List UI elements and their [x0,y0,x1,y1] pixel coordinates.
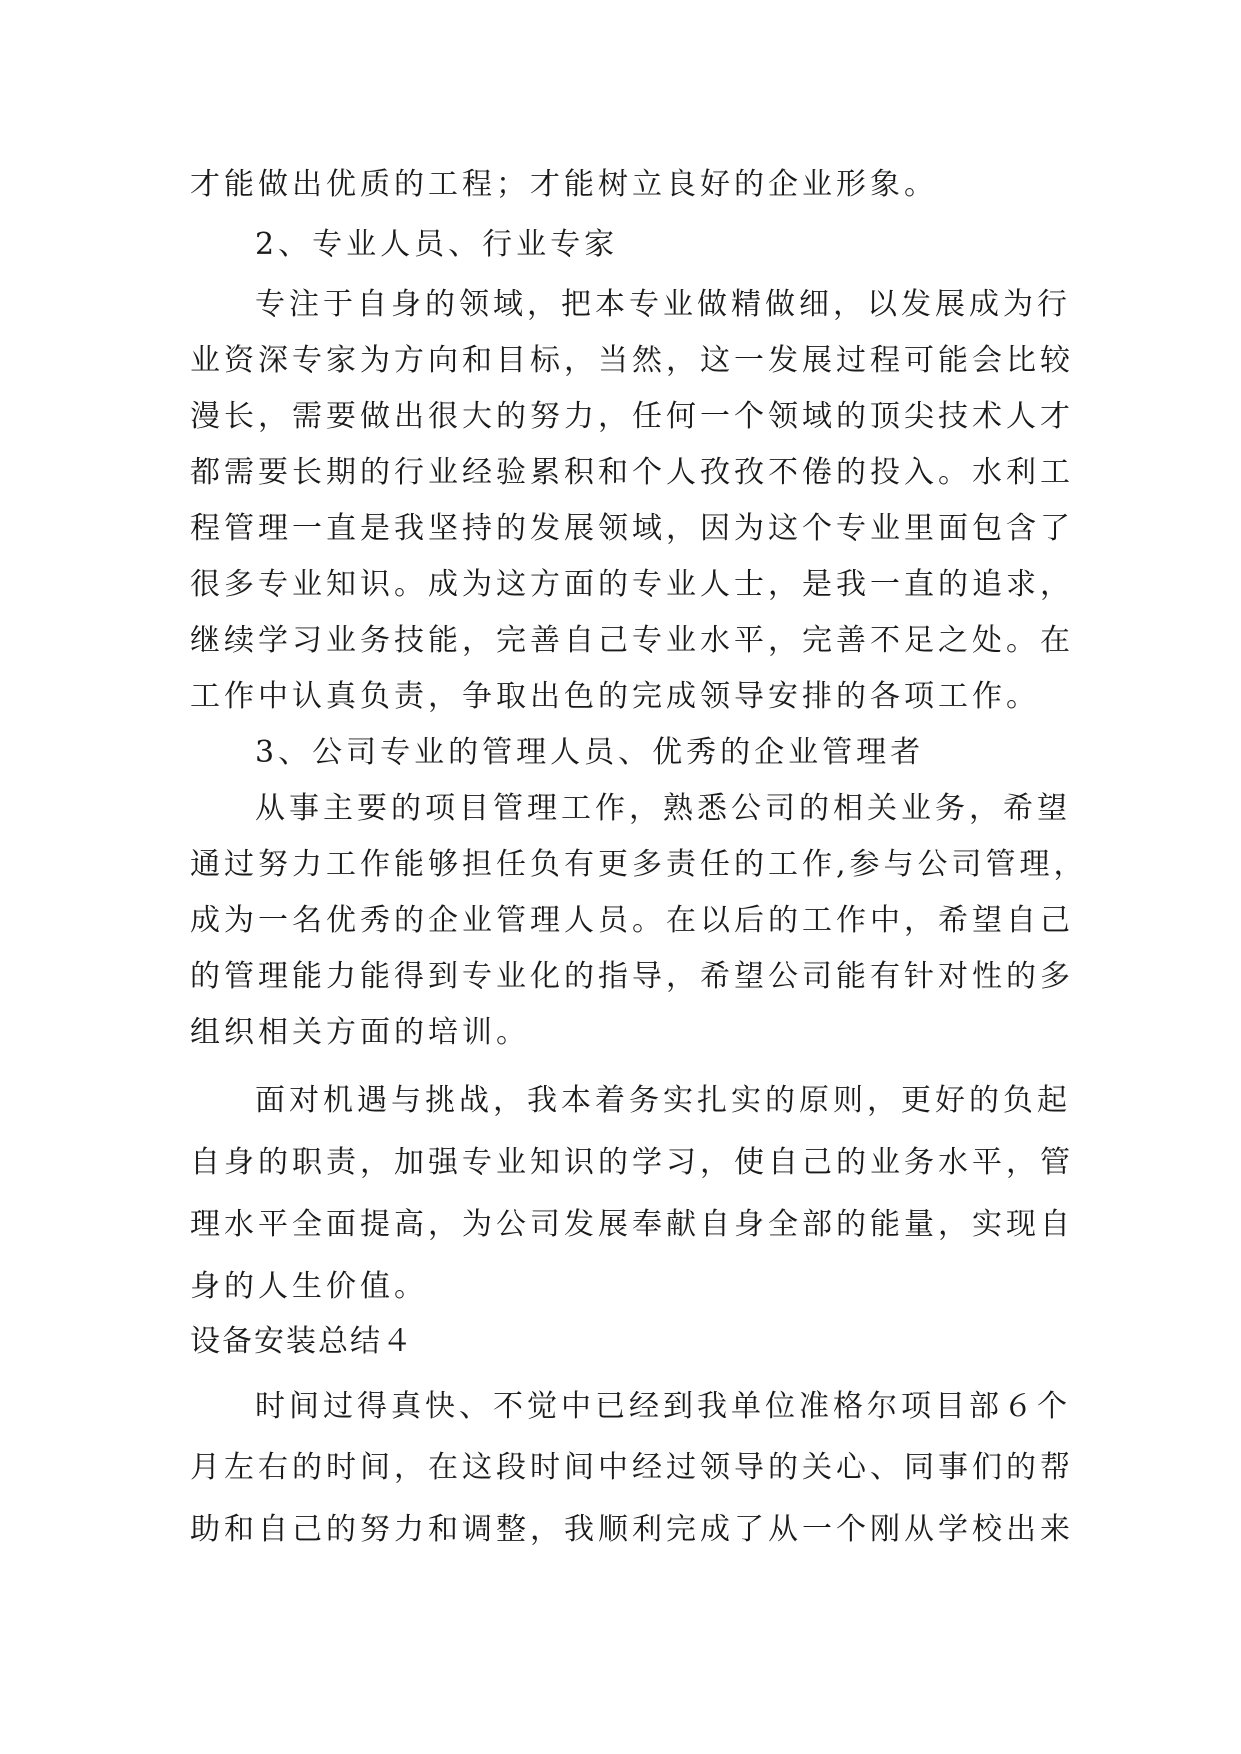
body-text-line: 月左右的时间，在这段时间中经过领导的关心、同事们的帮 [190,1450,1074,1485]
body-text-line: 成为一名优秀的企业管理人员。在以后的工作中，希望自己 [190,903,1074,938]
body-text-line: 程管理一直是我坚持的发展领域，因为这个专业里面包含了 [190,511,1074,546]
body-text-line: 的管理能力能得到专业化的指导，希望公司能有针对性的多 [190,959,1074,994]
paragraph-first-line: 时间过得真快、不觉中已经到我单位准格尔项目部６个 [255,1389,1071,1424]
body-text-line: 都需要长期的行业经验累积和个人孜孜不倦的投入。水利工 [190,455,1074,490]
body-text-line: 身的人生价值。 [190,1269,428,1304]
body-text-line: 继续学习业务技能，完善自己专业水平，完善不足之处。在 [190,623,1074,658]
body-text-line: 工作中认真负责，争取出色的完成领导安排的各项工作。 [190,679,1040,714]
body-text-line: 很多专业知识。成为这方面的专业人士，是我一直的追求， [190,567,1074,602]
body-text-line: 漫长，需要做出很大的努力，任何一个领域的顶尖技术人才 [190,399,1074,434]
body-text-line: 组织相关方面的培训。 [190,1015,530,1050]
section-heading: 3、公司专业的管理人员、优秀的企业管理者 [255,735,925,770]
paragraph-first-line: 面对机遇与挑战，我本着务实扎实的原则，更好的负起 [255,1083,1071,1118]
body-text-line: 自身的职责，加强专业知识的学习，使自己的业务水平，管 [190,1145,1074,1180]
body-text-line: 通过努力工作能够担任负有更多责任的工作,参与公司管理， [190,847,1088,882]
paragraph-first-line: 专注于自身的领域，把本专业做精做细，以发展成为行 [255,287,1071,322]
section-heading: 2、专业人员、行业专家 [255,227,619,262]
body-text-line: 理水平全面提高，为公司发展奉献自身全部的能量，实现自 [190,1207,1074,1242]
paragraph-first-line: 从事主要的项目管理工作，熟悉公司的相关业务，希望 [255,791,1071,826]
body-text-line: 助和自己的努力和调整，我顺利完成了从一个刚从学校出来 [190,1512,1074,1547]
body-text-line: 业资深专家为方向和目标，当然，这一发展过程可能会比较 [190,343,1074,378]
body-text-line: 才能做出优质的工程；才能树立良好的企业形象。 [190,167,938,202]
document-title: 设备安装总结４ [190,1324,414,1359]
